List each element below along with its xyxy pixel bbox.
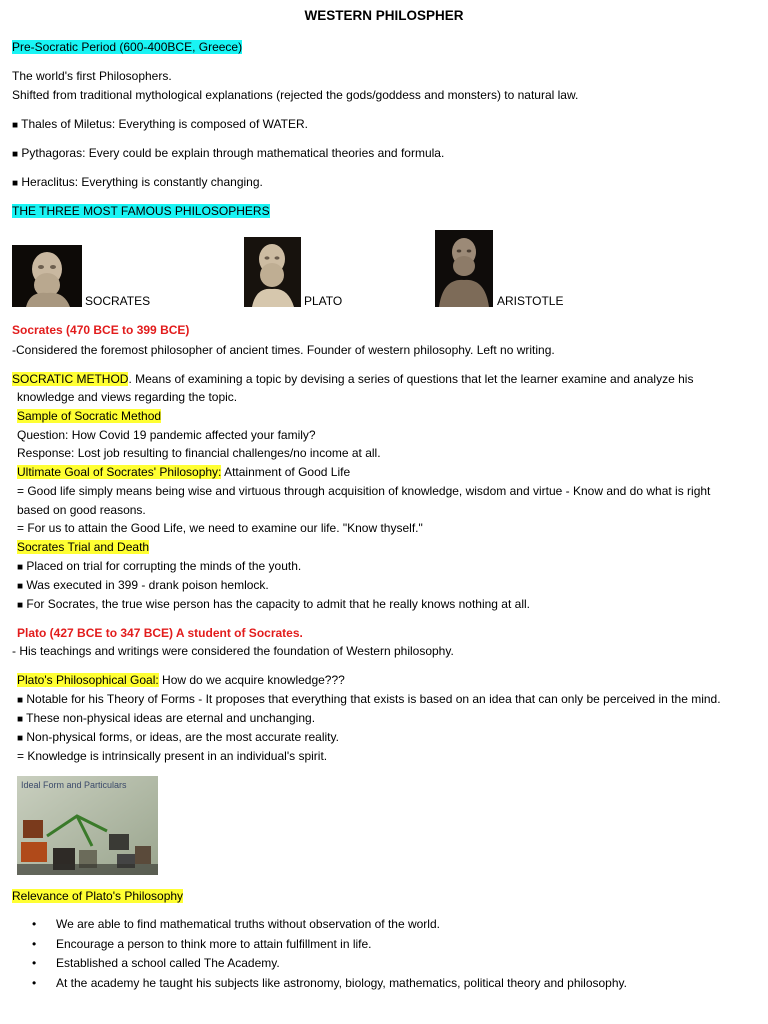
plato-heading: Plato (427 BCE to 347 BCE) A student of Socrates. [17,626,303,640]
bullet-square: ■ [12,178,19,189]
plato-knowledge: = Knowledge is intrinsically present in an individual's spirit. [17,749,328,763]
presocratic-heading-text: Pre-Socratic Period (600-400BCE, Greece) [12,40,243,54]
plato-item-text: These non-physical ideas are eternal and unchanging. [26,711,316,725]
relevance-heading [12,889,183,904]
socrates-trial-item-text: Was executed in 399 - drank poison hemlock. [26,578,269,592]
socrates-trial-item [17,559,301,575]
plato-item [17,730,339,746]
socratic-response: Response: Lost job resulting to financial challenges/no income at all. [17,446,381,460]
socrates-label: SOCRATES [85,294,151,308]
list-item: • Encourage a person to think more to attain fulfillment in life. [12,937,627,957]
relevance-list [12,917,627,995]
socrates-trial-item [17,597,530,613]
socrates-goal [17,465,350,480]
bullet-square: ■ [17,733,24,744]
plato-goal-label: Plato's Philosophical Goal: [17,673,159,687]
presocratic-item-text: Heraclitus: Everything is constantly changing. [21,175,263,189]
presocratic-item-text: Pythagoras: Every could be explain through mathematical theories and formula. [21,146,445,160]
socratic-question: Question: How Covid 19 pandemic affected your family? [17,428,316,442]
socrates-bust-image [12,245,82,307]
aristotle-portrait [435,230,493,307]
socrates-trial-item-text: For Socrates, the true wise person has the capacity to admit that he really knows nothing at all. [26,597,530,611]
presocratic-heading [12,40,242,55]
presocratic-line1: The world's first Philosophers. [12,69,172,83]
plato-item-text: Notable for his Theory of Forms - It proposes that everything that exists is based on an idea that can only be perceived in the mind. [26,692,721,706]
theory-of-forms-photo [17,776,158,875]
famous-heading [12,204,270,219]
socratic-method-line1 [12,372,693,387]
list-item: • At the academy he taught his subjects like astronomy, biology, mathematics, political theory and philosophy. [12,976,627,996]
socrates-good-life-1: = Good life simply means being wise and virtuous through acquisition of knowledge, wisdom and virtue - Know and do what is right [17,484,711,498]
list-item: • Established a school called The Academy. [12,956,627,976]
socrates-intro: -Considered the foremost philosopher of ancient times. Founder of western philosophy. Left no writing. [12,343,555,357]
bullet-square: ■ [12,149,19,160]
plato-label: PLATO [304,294,343,308]
socrates-goal-label: Ultimate Goal of Socrates' Philosophy: [17,465,222,479]
bullet-square: ■ [17,562,24,573]
socrates-heading: Socrates (470 BCE to 399 BCE) [12,323,190,337]
presocratic-item-text: Thales of Miletus: Everything is composed of WATER. [21,117,308,131]
socrates-good-life-2: based on good reasons. [17,503,146,517]
socrates-portrait [12,245,82,307]
socratic-method-label: SOCRATIC METHOD [12,372,129,386]
slide-title: Ideal Form and Particulars [21,780,127,790]
plato-item [17,711,315,727]
socrates-good-life-3: = For us to attain the Good Life, we need to examine our life. "Know thyself." [17,521,423,535]
socratic-sample-heading-text: Sample of Socratic Method [17,409,162,423]
aristotle-bust-image [435,230,493,307]
socrates-trial-item-text: Placed on trial for corrupting the minds of the youth. [26,559,302,573]
list-item: • We are able to find mathematical truths without observation of the world. [12,917,627,937]
presocratic-item-heraclitus [12,175,263,191]
socratic-method-line2: knowledge and views regarding the topic. [17,390,238,404]
bullet-square: ■ [17,600,24,611]
bullet-square: ■ [17,714,24,725]
socrates-trial-heading [17,540,149,555]
plato-item [17,692,721,708]
plato-bust-image [244,237,301,307]
plato-intro: - His teachings and writings were considered the foundation of Western philosophy. [12,644,454,658]
socrates-goal-text: Attainment of Good Life [221,465,351,479]
socrates-trial-heading-text: Socrates Trial and Death [17,540,150,554]
ideal-form-slide-image [17,776,158,875]
plato-portrait [244,237,301,307]
plato-item-text: Non-physical forms, or ideas, are the most accurate reality. [26,730,339,744]
socratic-sample-heading [17,409,161,424]
socratic-method-text: . Means of examining a topic by devising a series of questions that let the learner examine and analyze his [128,372,694,386]
presocratic-line2: Shifted from traditional mythological explanations (rejected the gods/goddess and monsters) to natural law. [12,88,579,102]
bullet-square: ■ [12,120,19,131]
plato-goal [17,673,345,688]
relevance-heading-text: Relevance of Plato's Philosophy [12,889,184,903]
bullet-square: ■ [17,581,24,592]
socrates-trial-item [17,578,269,594]
presocratic-item-pythagoras [12,146,444,162]
aristotle-label: ARISTOTLE [497,294,564,308]
page-title: WESTERN PHILOSPHER [304,8,464,23]
bullet-square: ■ [17,695,24,706]
plato-goal-text: How do we acquire knowledge??? [158,673,345,687]
famous-heading-text: THE THREE MOST FAMOUS PHILOSOPHERS [12,204,270,218]
presocratic-item-thales [12,117,308,133]
